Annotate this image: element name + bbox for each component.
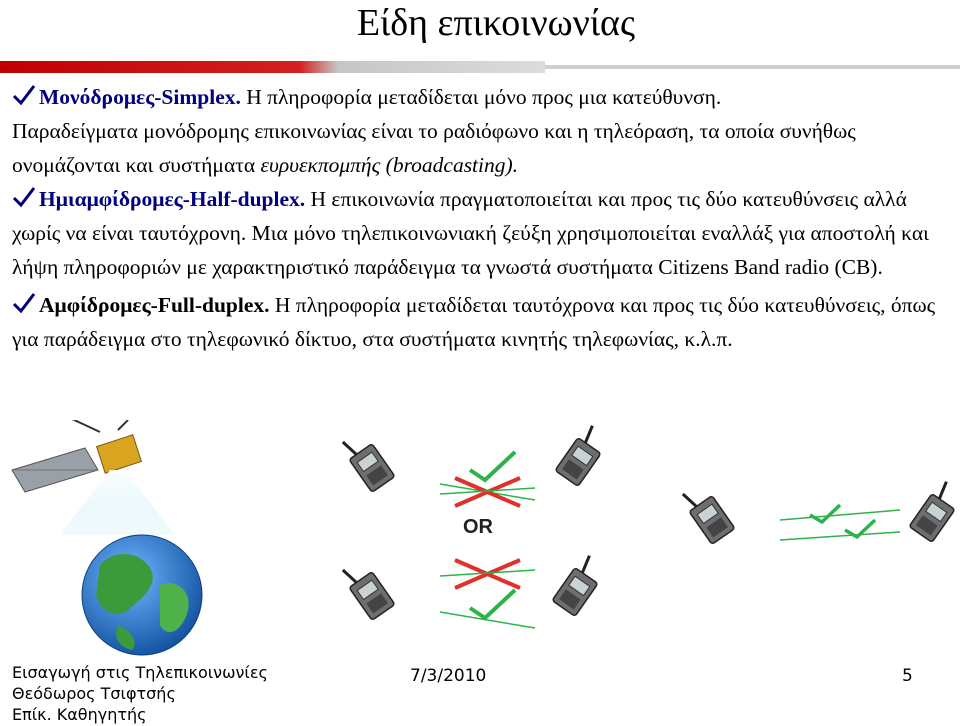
broadcasting-term: ευρυεκπομπής (broadcasting). — [260, 153, 519, 177]
half-duplex-signals — [440, 452, 535, 628]
earth-globe-icon — [82, 535, 202, 655]
full-duplex-radios — [679, 479, 960, 545]
check-mark — [470, 590, 515, 618]
check-mark — [810, 505, 840, 522]
half-duplex-label: Ημιαμφίδρομες-Half-duplex. — [39, 187, 306, 211]
full-duplex-label: Αμφίδρομες-Full-duplex. — [39, 293, 270, 317]
bullet-half-duplex — [12, 182, 957, 284]
full-duplex-text: Η πληροφορία μεταδίδεται ταυτόχρονα και προς τις δύο κατευθύνσεις, όπως για παράδειγμα στο τηλεφωνικό δίκτυο, στα συστήματα κινητής τηλεφωνίας, κ.λ.π. — [12, 293, 936, 351]
signal-line — [780, 510, 900, 520]
checkmark-icon — [12, 292, 36, 314]
simplex-text: Η πληροφορία μεταδίδεται μόνο προς μια κατεύθυνση. — [240, 85, 722, 109]
bullet-full-duplex — [12, 288, 957, 356]
title-divider — [0, 60, 960, 74]
signal-beam — [60, 470, 175, 535]
or-label: OR — [463, 516, 493, 538]
author-title: Επίκ. Καθηγητής — [12, 705, 147, 724]
simplex-label: Μονόδρομες-Simplex. — [39, 85, 241, 109]
bullet-list — [12, 80, 957, 356]
slide-date: 7/3/2010 — [410, 666, 487, 686]
half-duplex-text: Η επικοινωνία πραγματοποιείται και προς τις δύο κατευθύνσεις αλλά χωρίς να είναι ταυτόχρονη. Μια μόνο τηλεπικοινωνιακή ζεύξη χρησιμοποιείται εναλλάξ για αποστολή και λήψη πληροφοριών με χαρακτηριστικό παράδειγμα τα γνωστά συστήματα Citizens Band radio (CB). — [12, 187, 929, 279]
check-mark — [470, 452, 515, 480]
course-name: Εισαγωγή στις Τηλεπικοινωνίες — [12, 663, 268, 682]
slide-title: Είδη επικοινωνίας — [356, 2, 635, 44]
communication-illustration — [0, 420, 960, 660]
full-duplex-signals — [780, 505, 900, 540]
checkmark-icon — [12, 186, 36, 208]
bullet-simplex — [12, 80, 957, 182]
signal-line — [780, 532, 900, 540]
page-number: 5 — [902, 666, 913, 686]
author-name: Θεόδωρος Τσιφτσής — [12, 684, 176, 703]
checkmark-icon — [12, 84, 36, 106]
simplex-examples: Παραδείγματα μονόδρομης επικοινωνίας είναι το ραδιόφωνο και η τηλεόραση, τα οποία συνήθως ονομάζονται και συστήματα — [12, 119, 856, 177]
footer-info — [12, 662, 268, 725]
